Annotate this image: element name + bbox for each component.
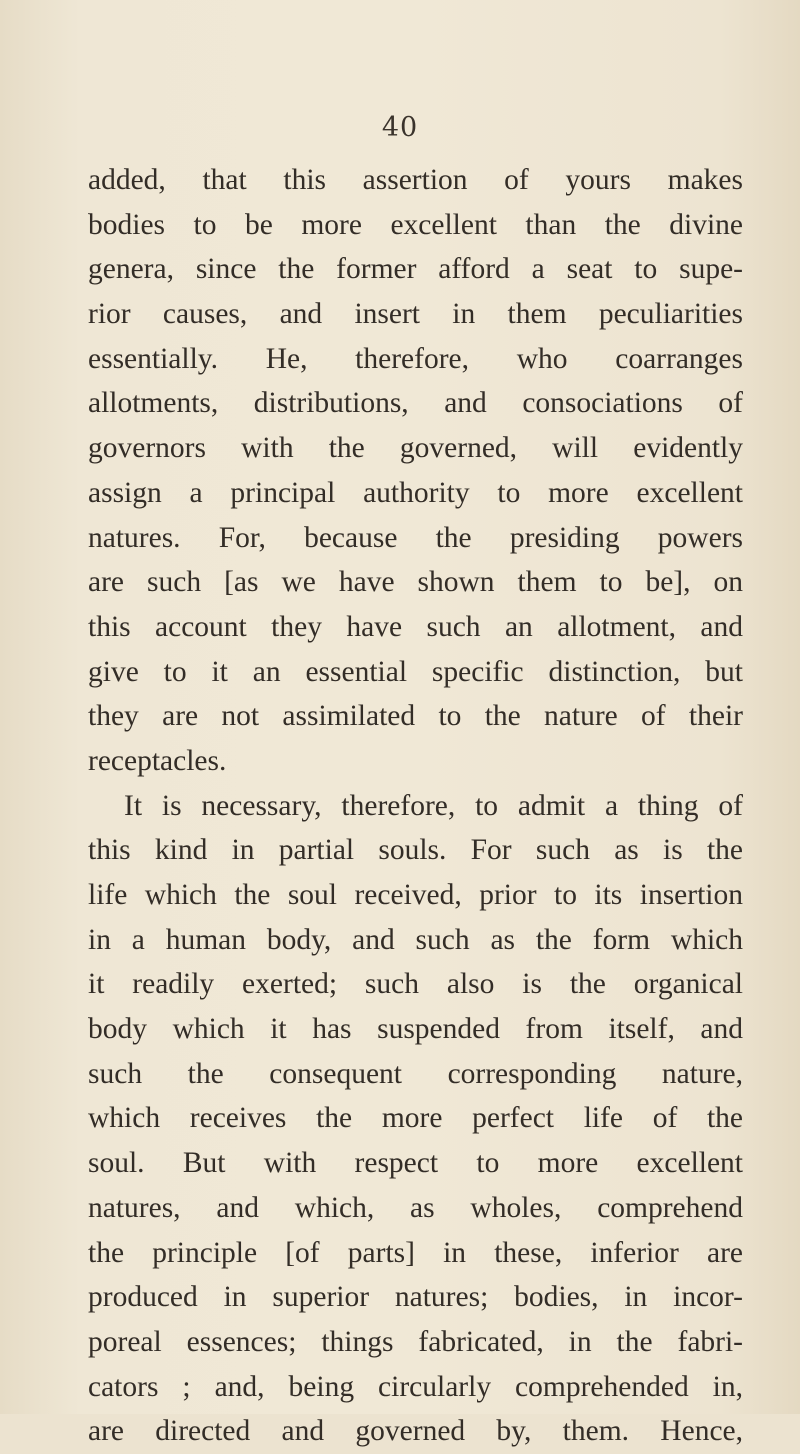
text-line: life which the soul received, prior to its insertion (88, 879, 743, 911)
body-text (88, 158, 743, 1454)
text-line: body which it has suspended from itself, and (88, 1013, 743, 1046)
text-line: receptacles. (88, 744, 227, 777)
text-line: this kind in partial souls. For such as is the (88, 834, 743, 867)
text-line: rior causes, and insert in them peculiarities (88, 298, 743, 331)
text-line: which receives the more perfect life of the (88, 1102, 743, 1135)
text-line: this account they have such an allotment, and (88, 610, 743, 643)
text-line: genera, since the former afford a seat to supe- (88, 253, 743, 286)
text-line: in a human body, and such as the form which (88, 923, 743, 956)
text-line: give to it an essential specific distinction, but (88, 655, 743, 688)
text-line: cators ; and, being circularly comprehended in, (88, 1370, 743, 1403)
text-line: poreal essences; things fabricated, in the fabri- (88, 1325, 743, 1358)
text-line: the principle [of parts] in these, inferior are (88, 1236, 743, 1269)
text-line: governors with the governed, will evidently (88, 432, 743, 465)
text-line: are directed and governed by, them. Hence, (88, 1415, 743, 1448)
text-line: added, that this assertion of yours makes (88, 164, 743, 196)
page-number: 40 (381, 112, 419, 143)
text-line: such the consequent corresponding nature, (88, 1057, 743, 1090)
text-line: are such [as we have shown them to be], on (88, 566, 743, 599)
text-line: essentially. He, therefore, who coarranges (88, 342, 743, 375)
text-line: natures, and which, as wholes, comprehend (88, 1191, 743, 1224)
text-line: natures. For, because the presiding powers (88, 521, 743, 554)
text-line: assign a principal authority to more excellent (88, 476, 743, 509)
text-line: bodies to be more excellent than the divine (88, 208, 743, 241)
paragraph-start-line: It is necessary, therefore, to admit a thing of (124, 789, 743, 822)
text-line: soul. But with respect to more excellent (88, 1147, 743, 1180)
text-line: allotments, distributions, and consociations of (88, 387, 743, 420)
text-line: they are not assimilated to the nature of their (88, 700, 743, 733)
text-line: produced in superior natures; bodies, in incor- (88, 1281, 743, 1314)
text-line: it readily exerted; such also is the organical (88, 968, 743, 1001)
